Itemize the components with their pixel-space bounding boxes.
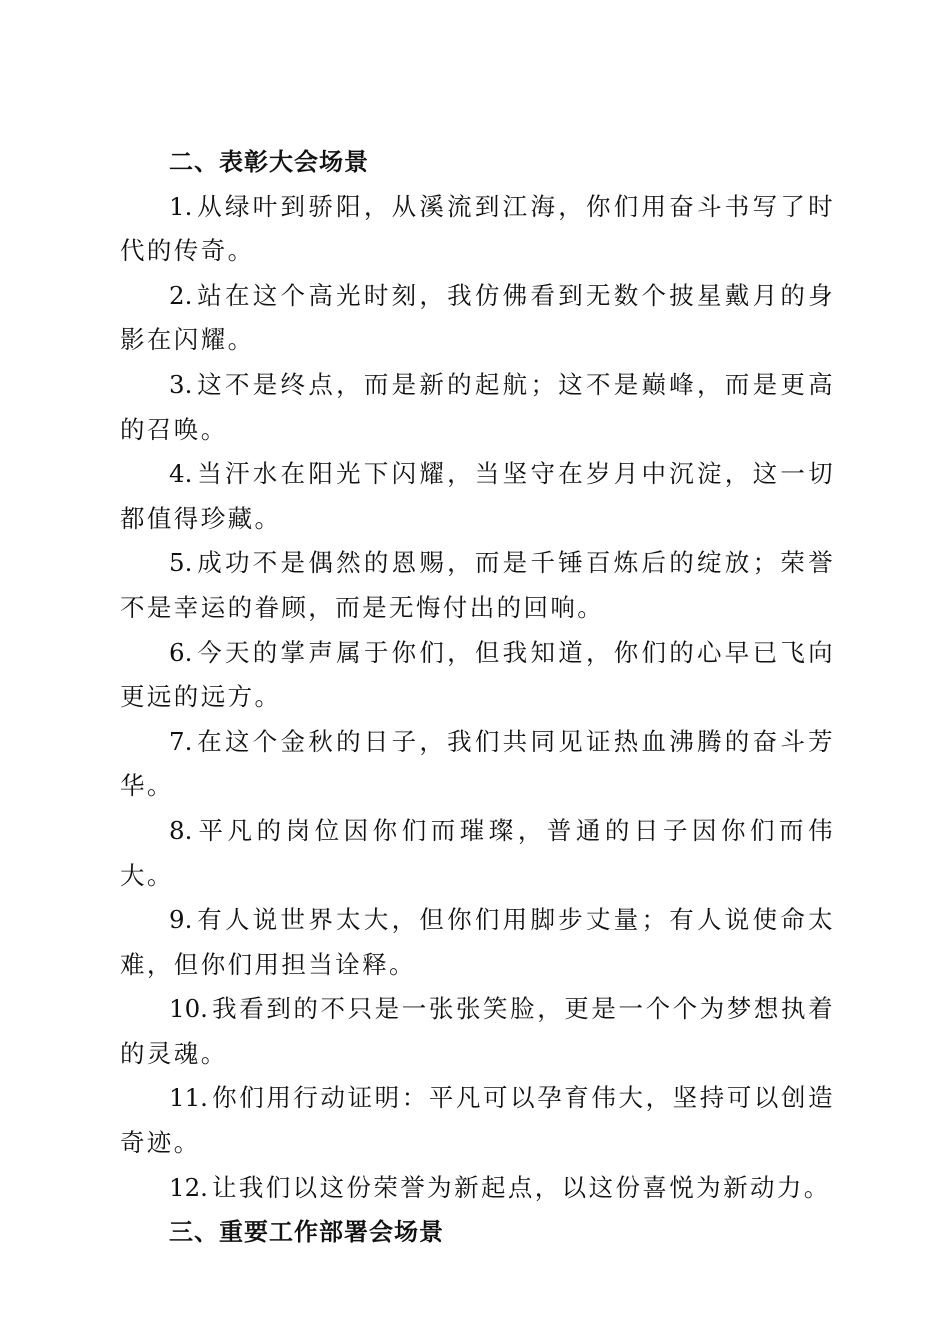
item-text: 我看到的不只是一张张笑脸，更是一个个为梦想执着的灵魂。 [120,994,835,1068]
list-item [120,541,835,630]
item-number: 9. [169,905,193,935]
item-number: 6. [169,637,193,667]
document-body [120,140,835,1255]
item-number: 4. [169,459,193,489]
item-text: 有人说世界太大，但你们用脚步丈量；有人说使命太难，但你们用担当诠释。 [120,905,835,979]
item-text: 今天的掌声属于你们，但我知道，你们的心早已飞向更远的远方。 [120,637,835,712]
item-number: 1. [169,191,193,221]
list-item [120,898,835,987]
list-item [120,987,835,1076]
section-heading: 三、重要工作部署会场景 [169,1218,444,1247]
list-item [120,363,835,452]
item-number: 10. [169,994,208,1024]
item-number: 12. [169,1172,208,1202]
item-text: 你们用行动证明：平凡可以孕育伟大，坚持可以创造奇迹。 [120,1083,835,1158]
list-item [120,185,835,274]
item-number: 2. [169,280,193,310]
list-item [120,720,835,809]
item-number: 11. [169,1083,208,1113]
item-text: 当汗水在阳光下闪耀，当坚守在岁月中沉淀，这一切都值得珍藏。 [120,459,835,533]
item-text: 这不是终点，而是新的起航；这不是巅峰，而是更高的召唤。 [120,369,835,444]
list-item [120,452,835,541]
item-number: 3. [169,369,193,399]
item-number: 8. [169,815,193,845]
item-number: 7. [169,726,193,756]
list-item [120,1166,835,1211]
item-text: 从绿叶到骄阳，从溪流到江海，你们用奋斗书写了时代的传奇。 [120,191,835,266]
item-text: 平凡的岗位因你们而璀璨，普通的日子因你们而伟大。 [120,815,835,890]
list-item [120,274,835,363]
list-item [120,1076,835,1165]
list-item [120,809,835,898]
item-text: 让我们以这份荣誉为新起点，以这份喜悦为新动力。 [211,1172,831,1202]
list-item [120,631,835,720]
section-heading: 二、表彰大会场景 [169,148,369,176]
item-number: 5. [169,548,193,578]
item-text: 站在这个高光时刻，我仿佛看到无数个披星戴月的身影在闪耀。 [120,280,835,355]
item-text: 成功不是偶然的恩赐，而是千锤百炼后的绽放；荣誉不是幸运的眷顾，而是无悔付出的回响。 [120,548,835,622]
item-text: 在这个金秋的日子，我们共同见证热血沸腾的奋斗芳华。 [120,726,835,801]
